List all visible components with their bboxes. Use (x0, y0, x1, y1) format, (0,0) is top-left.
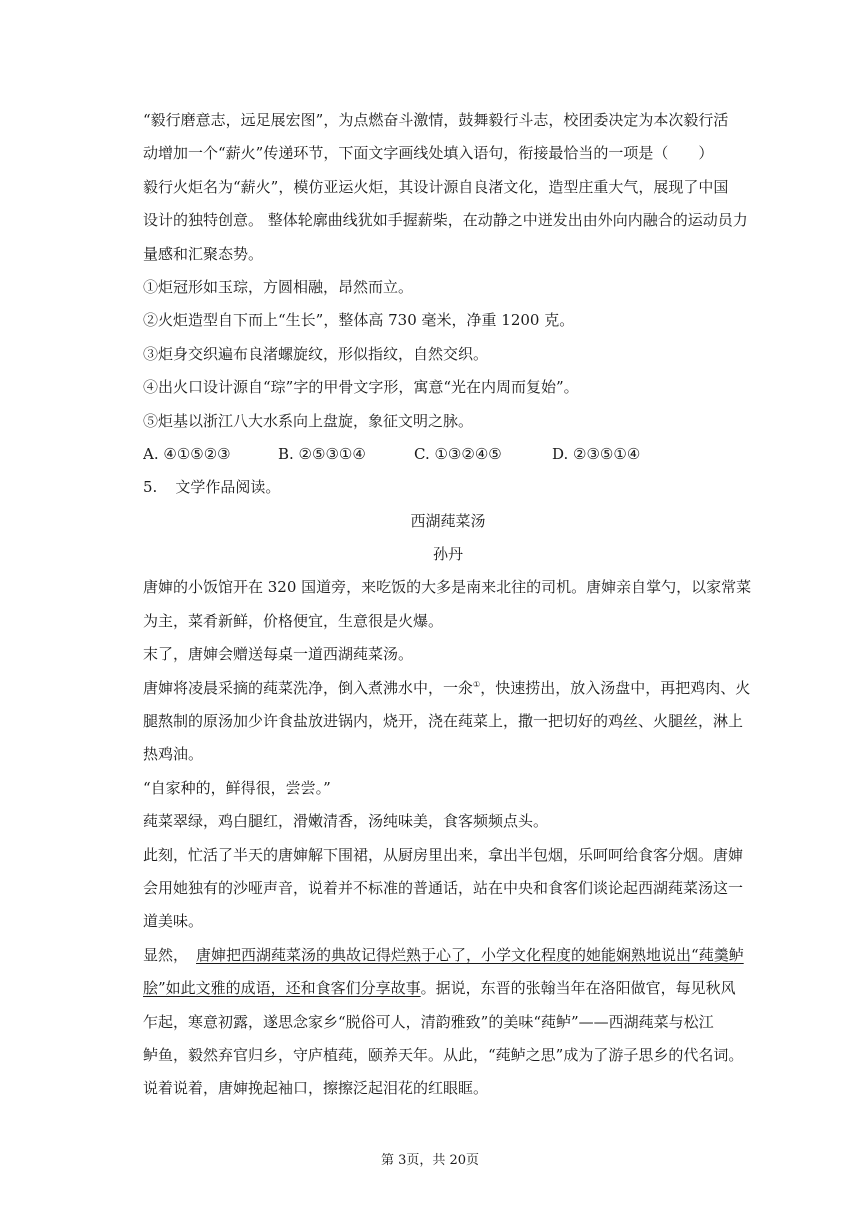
paragraph-line: 此刻，忙活了半天的唐婶解下围裙，从厨房里出来，拿出半包烟，乐呵呵给食客分烟。唐婶 (143, 845, 744, 864)
paragraph-line: 为主，菜肴新鲜，价格便宜，生意很是火爆。 (143, 611, 444, 630)
article-title: 西湖莼菜汤 (410, 511, 486, 530)
paragraph-text: ，快速捞出，放入汤盘中，再把鸡肉、火 (480, 678, 751, 697)
paragraph-text: 唐婶将凌晨采摘的莼菜洗净，倒入煮沸水中，一氽 (143, 678, 474, 697)
paragraph-line (143, 672, 753, 705)
answer-options (143, 438, 753, 471)
footnote-marker: ① (473, 679, 481, 689)
paragraph-line: 乍起，寒意初露，遂思念家乡“脱俗可人，清韵雅致”的美味“莼鲈”——西湖莼菜与松江 (143, 1012, 714, 1031)
paragraph-line: “自家种的，鲜得很，尝尝。” (143, 778, 331, 797)
paragraph-line: 道美味。 (143, 912, 204, 931)
question-stem: 动增加一个“薪火”传递环节，下面文字画线处填入语句，衔接最恰当的一项是（ ） (143, 144, 714, 163)
paragraph-text: 。据说，东晋的张翰当年在洛阳做官，每见秋风 (420, 979, 736, 998)
underlined-sentence: 脍”如此文雅的成语，还和食客们分享故事 (143, 979, 421, 998)
question-stem: “毅行磨意志，远足展宏图”，为点燃奋斗激情，鼓舞毅行斗志，校团委决定为本次毅行活 (143, 111, 729, 129)
paragraph-line (143, 939, 753, 972)
option-a: A. ④①⑤②③ (143, 444, 231, 463)
article-author: 孙丹 (432, 545, 463, 564)
sentence-item: ⑤炬基以浙江八大水系向上盘旋，象征文明之脉。 (143, 411, 474, 430)
paragraph-line: 热鸡油。 (143, 745, 204, 764)
sentence-item: ④出火口设计源自“琮”字的甲骨文字形，寓意“光在内周而复始”。 (143, 378, 579, 397)
paragraph-line: 腿熬制的原汤加少许食盐放进锅内，烧开，浇在莼菜上，撒一把切好的鸡丝、火腿丝，淋上 (143, 712, 744, 731)
paragraph-line: 唐婶的小饭馆开在 320 国道旁，来吃饭的大多是南来北往的司机。唐婶亲自掌勺，以家常菜 (143, 578, 752, 597)
passage-line: 设计的独特创意。 整体轮廓曲线犹如手握薪柴，在动静之中迸发出由外向内融合的运动员力 (143, 211, 748, 230)
paragraph-text: 显然， (143, 945, 189, 964)
passage-line: 量感和汇聚态势。 (143, 244, 264, 263)
paragraph-line (143, 972, 753, 1005)
document-page (143, 104, 753, 1106)
question-heading-text: 文学作品阅读。 (175, 478, 281, 497)
passage-line: 毅行火炬名为“薪火”，模仿亚运火炬，其设计源自良渚文化，造型庄重大气，展现了中国 (143, 177, 729, 196)
paragraph-line: 鲈鱼，毅然弃官归乡，守庐植莼，颐养天年。从此，“莼鲈之思”成为了游子思乡的代名词。 (143, 1045, 744, 1064)
option-c: C. ①③②④⑤ (414, 444, 502, 463)
paragraph-line: 会用她独有的沙哑声音，说着并不标准的普通话，站在中央和食客们谈论起西湖莼菜汤这一 (143, 878, 744, 897)
paragraph-line: 莼菜翠绿，鸡白腿红，滑嫩清香，汤纯味美，食客频频点头。 (143, 812, 549, 831)
option-d: D. ②③⑤①④ (552, 444, 641, 463)
sentence-item: ①炬冠形如玉琮，方圆相融，昂然而立。 (143, 277, 414, 296)
sentence-item: ②火炬造型自下而上“生长”，整体高 730 毫米，净重 1200 克。 (143, 311, 575, 330)
sentence-item: ③炬身交织遍布良渚螺旋纹，形似指纹，自然交织。 (143, 344, 489, 363)
question-heading (143, 471, 753, 504)
paragraph-line: 末了，唐婶会赠送每桌一道西湖莼菜汤。 (143, 645, 414, 664)
option-b: B. ②⑤③①④ (278, 444, 366, 463)
page-footer: 第 3页，共 20页 (380, 1153, 480, 1168)
question-number: 5. (143, 478, 158, 497)
underlined-sentence: 唐婶把西湖莼菜汤的典故记得烂熟于心了，小学文化程度的她能娴熟地说出“莼羹鲈 (196, 945, 744, 964)
paragraph-line: 说着说着，唐婶挽起袖口，擦擦泛起泪花的红眼眶。 (143, 1079, 489, 1098)
